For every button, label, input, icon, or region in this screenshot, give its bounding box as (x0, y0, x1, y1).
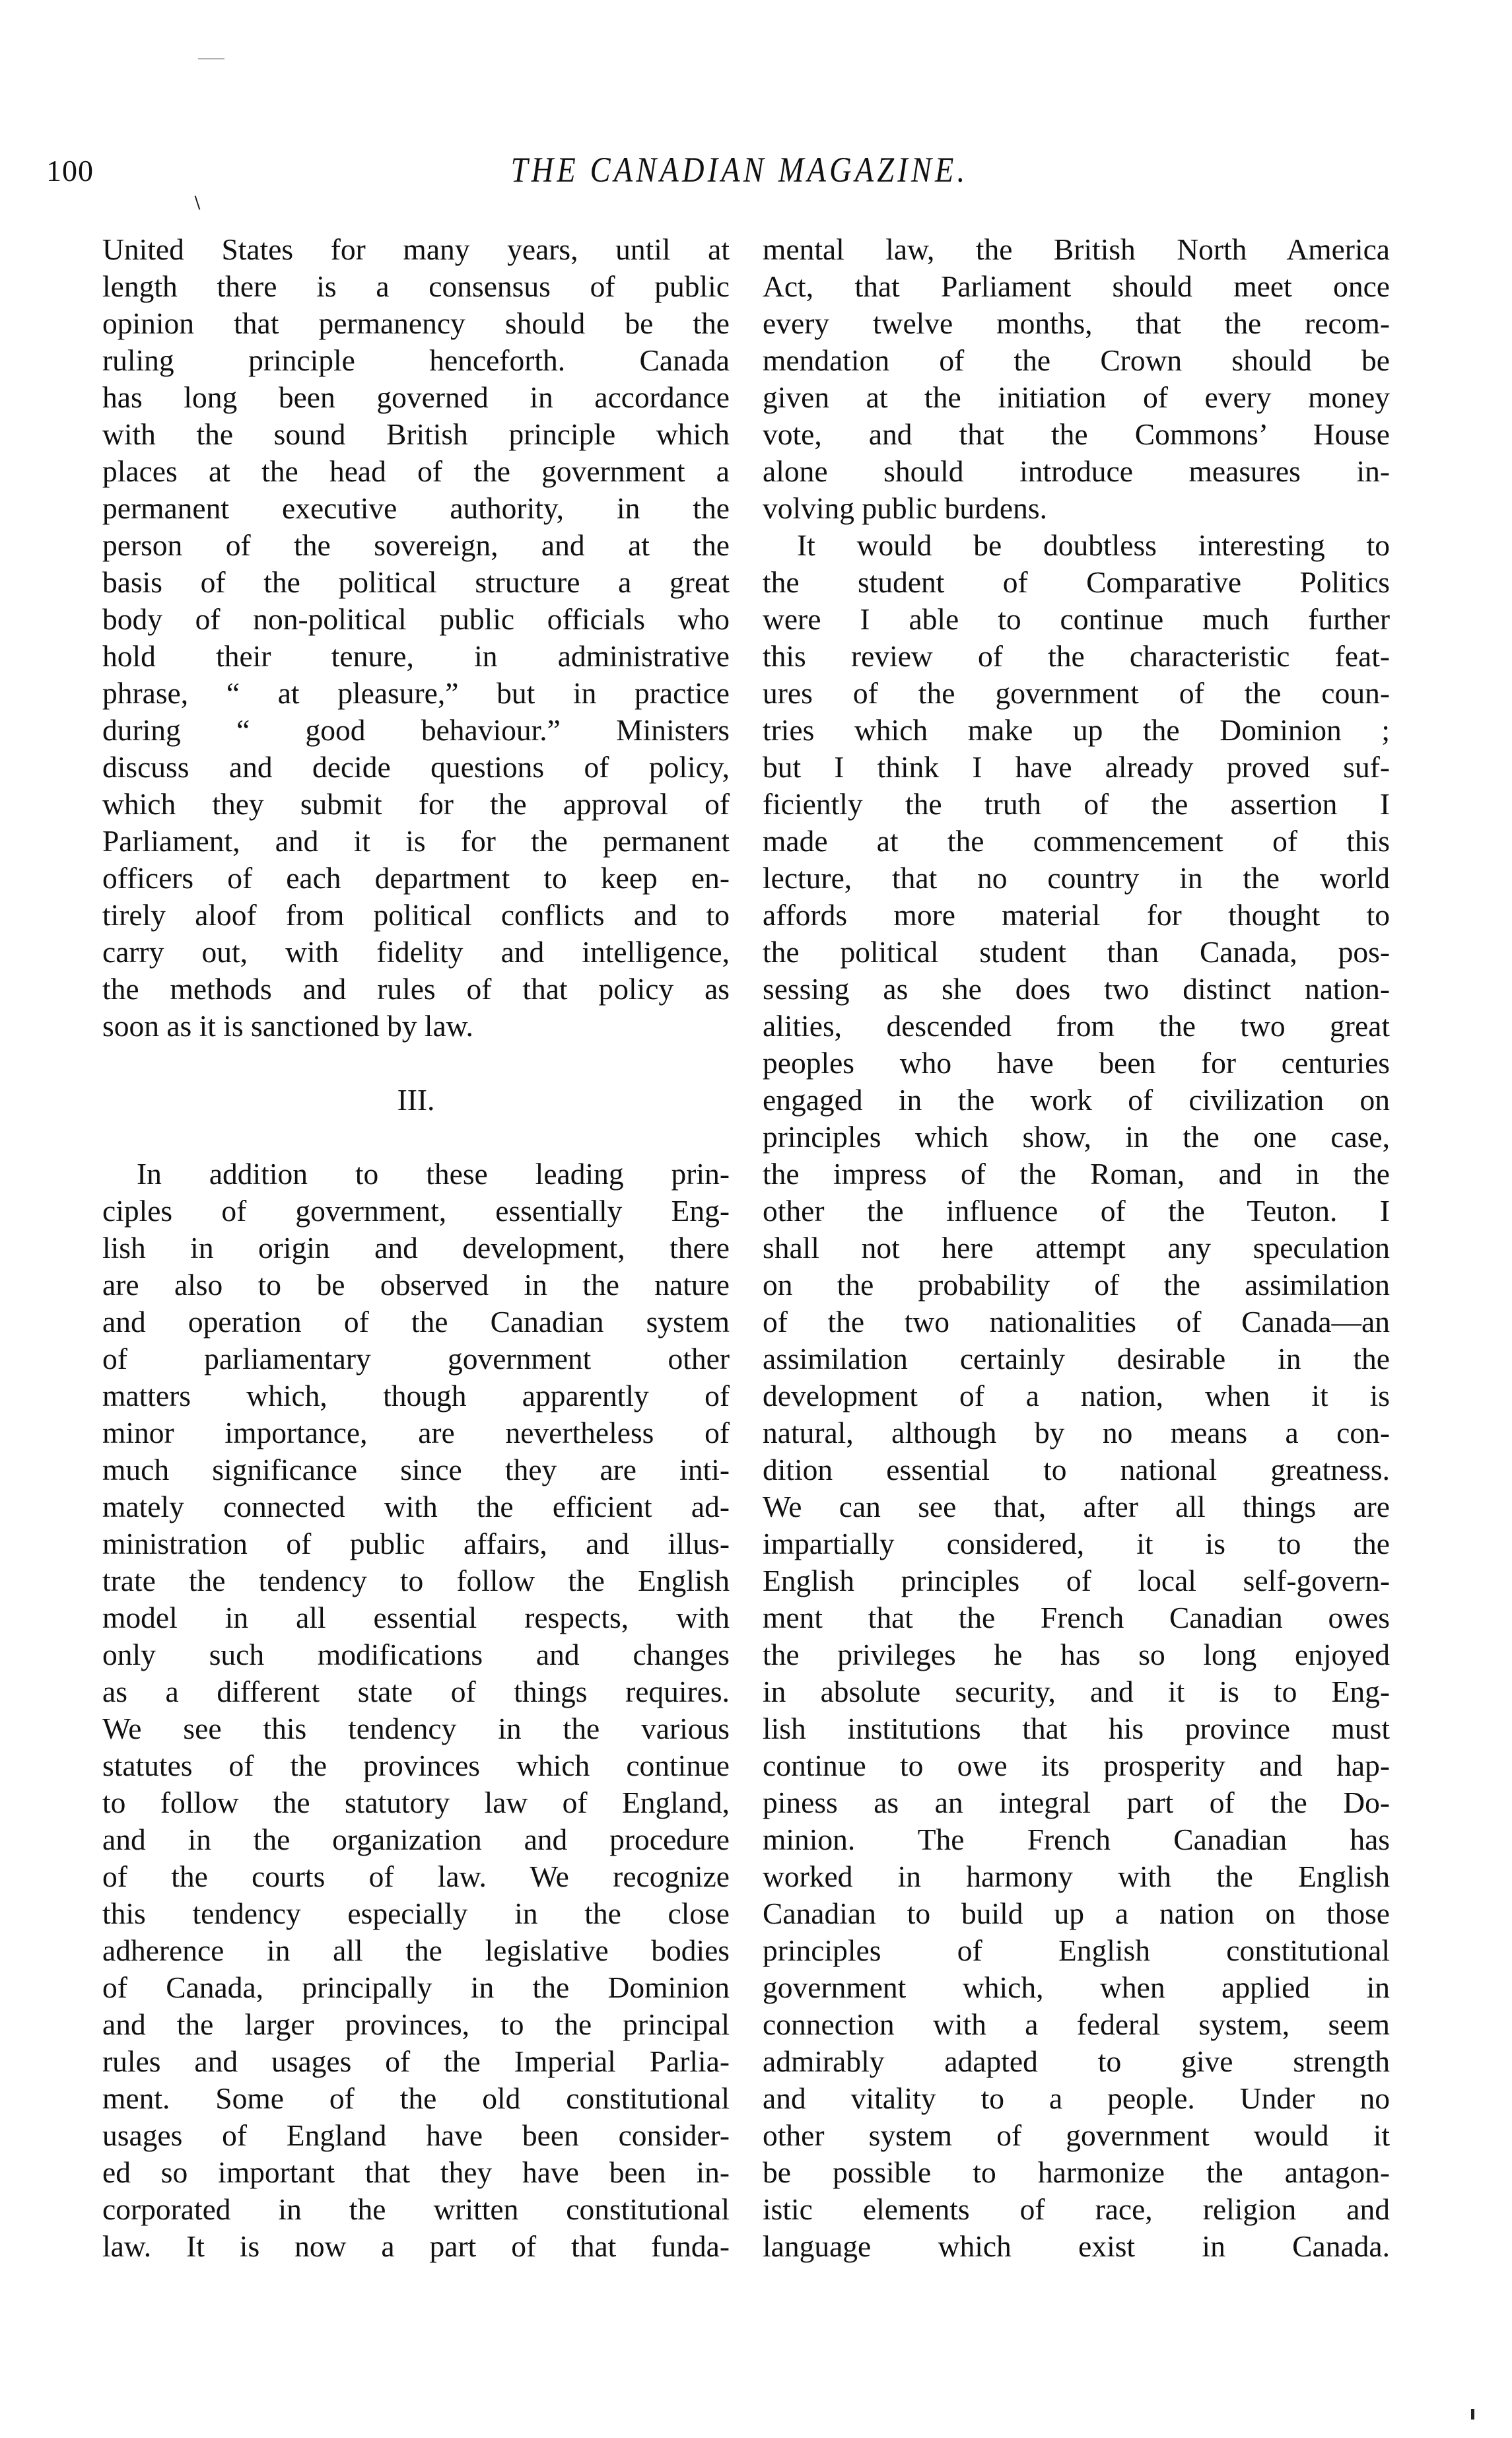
running-title: THE CANADIAN MAGAZINE. (510, 150, 969, 190)
text-line: every twelve months, that the recom- (763, 306, 1390, 340)
page-number: 100 (46, 154, 94, 188)
text-line: has long been governed in accordance (102, 380, 730, 414)
text-line: and the larger provinces, to the principal (102, 2007, 730, 2041)
text-line: mendation of the Crown should be (763, 343, 1390, 377)
text-line: the student of Comparative Politics (763, 565, 1390, 599)
text-line: and operation of the Canadian system (102, 1305, 730, 1339)
text-line: peoples who have been for centuries (763, 1046, 1390, 1080)
text-line: usages of England have been consider- (102, 2118, 730, 2152)
text-line: body of non-political public officials who (102, 602, 730, 636)
text-line: ment. Some of the old constitutional (102, 2081, 730, 2115)
paragraph (763, 527, 1390, 2265)
text-line: impartially considered, it is to the (763, 1527, 1390, 1560)
text-line: phrase, “ at pleasure,” but in practice (102, 676, 730, 710)
text-line: of parliamentary government other (102, 1342, 730, 1376)
paragraph (763, 231, 1390, 527)
text-line: given at the initiation of every money (763, 380, 1390, 414)
text-line: the methods and rules of that policy as (102, 972, 730, 1006)
text-line: engaged in the work of civilization on (763, 1083, 1390, 1117)
text-line: this review of the characteristic feat- (763, 639, 1390, 673)
text-line: during “ good behaviour.” Ministers (102, 713, 730, 747)
text-line: other system of government would it (763, 2118, 1390, 2152)
text-line: places at the head of the government a (102, 454, 730, 488)
text-line: much significance since they are inti- (102, 1453, 730, 1486)
text-line: We can see that, after all things are (763, 1490, 1390, 1523)
text-line: admirably adapted to give strength (763, 2044, 1390, 2078)
text-line: lish institutions that his province must (763, 1712, 1390, 1745)
text-line: permanent executive authority, in the (102, 491, 730, 525)
text-line: tries which make up the Dominion ; (763, 713, 1390, 747)
text-line: alone should introduce measures in- (763, 454, 1390, 488)
text-line: with the sound British principle which (102, 417, 730, 451)
text-line: alities, descended from the two great (763, 1009, 1390, 1043)
text-line: were I able to continue much further (763, 602, 1390, 636)
right-column (763, 231, 1390, 2265)
text-line: ficiently the truth of the assertion I (763, 787, 1390, 821)
scan-speck (198, 58, 224, 59)
text-line: development of a nation, when it is (763, 1379, 1390, 1412)
text-line: the privileges he has so long enjoyed (763, 1638, 1390, 1671)
text-line: vote, and that the Commons’ House (763, 417, 1390, 451)
text-line: mately connected with the efficient ad- (102, 1490, 730, 1523)
text-line: the impress of the Roman, and in the (763, 1157, 1390, 1191)
text-line: English principles of local self-govern- (763, 1564, 1390, 1597)
text-line: law. It is now a part of that funda- (102, 2229, 730, 2263)
text-line: istic elements of race, religion and (763, 2192, 1390, 2226)
text-line: lecture, that no country in the world (763, 861, 1390, 895)
text-line: worked in harmony with the English (763, 1860, 1390, 1893)
text-line: ed so important that they have been in- (102, 2155, 730, 2189)
text-line: We see this tendency in the various (102, 1712, 730, 1745)
text-line: of the two nationalities of Canada—an (763, 1305, 1390, 1339)
text-line: rules and usages of the Imperial Parlia- (102, 2044, 730, 2078)
text-line: of Canada, principally in the Dominion (102, 1970, 730, 2004)
text-line: other the influence of the Teuton. I (763, 1194, 1390, 1228)
text-line: opinion that permanency should be the (102, 306, 730, 340)
text-line: Canadian to build up a nation on those (763, 1897, 1390, 1930)
text-line: mental law, the British North America (763, 232, 1390, 266)
text-line: trate the tendency to follow the English (102, 1564, 730, 1597)
text-line: carry out, with fidelity and intelligence, (102, 935, 730, 969)
text-line: basis of the political structure a great (102, 565, 730, 599)
text-line: length there is a consensus of public (102, 269, 730, 303)
text-line: lish in origin and development, there (102, 1231, 730, 1265)
text-line: of the courts of law. We recognize (102, 1860, 730, 1893)
text-line: minor importance, are nevertheless of (102, 1416, 730, 1449)
text-line: United States for many years, until at (102, 232, 730, 266)
text-line: officers of each department to keep en- (102, 861, 730, 895)
text-line: ministration of public affairs, and illus- (102, 1527, 730, 1560)
text-line: matters which, though apparently of (102, 1379, 730, 1412)
text-line: natural, although by no means a con- (763, 1416, 1390, 1449)
text-line: the political student than Canada, pos- (763, 935, 1390, 969)
text-line: hold their tenure, in administrative (102, 639, 730, 673)
text-line: principles which show, in the one case, (763, 1120, 1390, 1154)
text-line: and in the organization and procedure (102, 1823, 730, 1856)
text-line: It would be doubtless interesting to (797, 528, 1390, 562)
text-line: discuss and decide questions of policy, (102, 750, 730, 784)
text-line: connection with a federal system, seem (763, 2007, 1390, 2041)
text-line: continue to owe its prosperity and hap- (763, 1749, 1390, 1782)
text-line: ciples of government, essentially Eng- (102, 1194, 730, 1228)
scan-speck (195, 195, 201, 210)
text-line: this tendency especially in the close (102, 1897, 730, 1930)
section-heading: III. (397, 1083, 435, 1117)
text-line: principles of English constitutional (763, 1933, 1390, 1967)
text-line: sessing as she does two distinct nation- (763, 972, 1390, 1006)
text-line: soon as it is sanctioned by law. (102, 1009, 473, 1043)
text-line: and vitality to a people. Under no (763, 2081, 1390, 2115)
text-line: minion. The French Canadian has (763, 1823, 1390, 1856)
text-line: piness as an integral part of the Do- (763, 1786, 1390, 1819)
paragraph (102, 231, 730, 1045)
text-line: assimilation certainly desirable in the (763, 1342, 1390, 1376)
text-line: government which, when applied in (763, 1970, 1390, 2004)
text-line: to follow the statutory law of England, (102, 1786, 730, 1819)
text-line: volving public burdens. (763, 491, 1047, 525)
text-line: be possible to harmonize the antagon- (763, 2155, 1390, 2189)
text-line: affords more material for thought to (763, 898, 1390, 932)
text-line: In addition to these leading prin- (137, 1157, 730, 1191)
text-line: are also to be observed in the nature (102, 1268, 730, 1302)
text-line: adherence in all the legislative bodies (102, 1933, 730, 1967)
text-line: in absolute security, and it is to Eng- (763, 1675, 1390, 1708)
text-line: made at the commencement of this (763, 824, 1390, 858)
text-line: corporated in the written constitutional (102, 2192, 730, 2226)
text-line: dition essential to national greatness. (763, 1453, 1390, 1486)
text-line: ures of the government of the coun- (763, 676, 1390, 710)
scan-speck (1471, 2409, 1474, 2420)
text-line: ruling principle henceforth. Canada (102, 343, 730, 377)
text-line: but I think I have already proved suf- (763, 750, 1390, 784)
paragraph (102, 1156, 730, 2265)
left-column (102, 231, 730, 2265)
text-line: person of the sovereign, and at the (102, 528, 730, 562)
text-line: shall not here attempt any speculation (763, 1231, 1390, 1265)
text-line: on the probability of the assimilation (763, 1268, 1390, 1302)
text-line: Parliament, and it is for the permanent (102, 824, 730, 858)
text-line: language which exist in Canada. (763, 2229, 1390, 2263)
text-line: model in all essential respects, with (102, 1601, 730, 1634)
text-line: only such modifications and changes (102, 1638, 730, 1671)
text-line: which they submit for the approval of (102, 787, 730, 821)
text-line: as a different state of things requires. (102, 1675, 730, 1708)
text-line: ment that the French Canadian owes (763, 1601, 1390, 1634)
text-line: tirely aloof from political conflicts and to (102, 898, 730, 932)
text-line: Act, that Parliament should meet once (763, 269, 1390, 303)
text-line: statutes of the provinces which continue (102, 1749, 730, 1782)
